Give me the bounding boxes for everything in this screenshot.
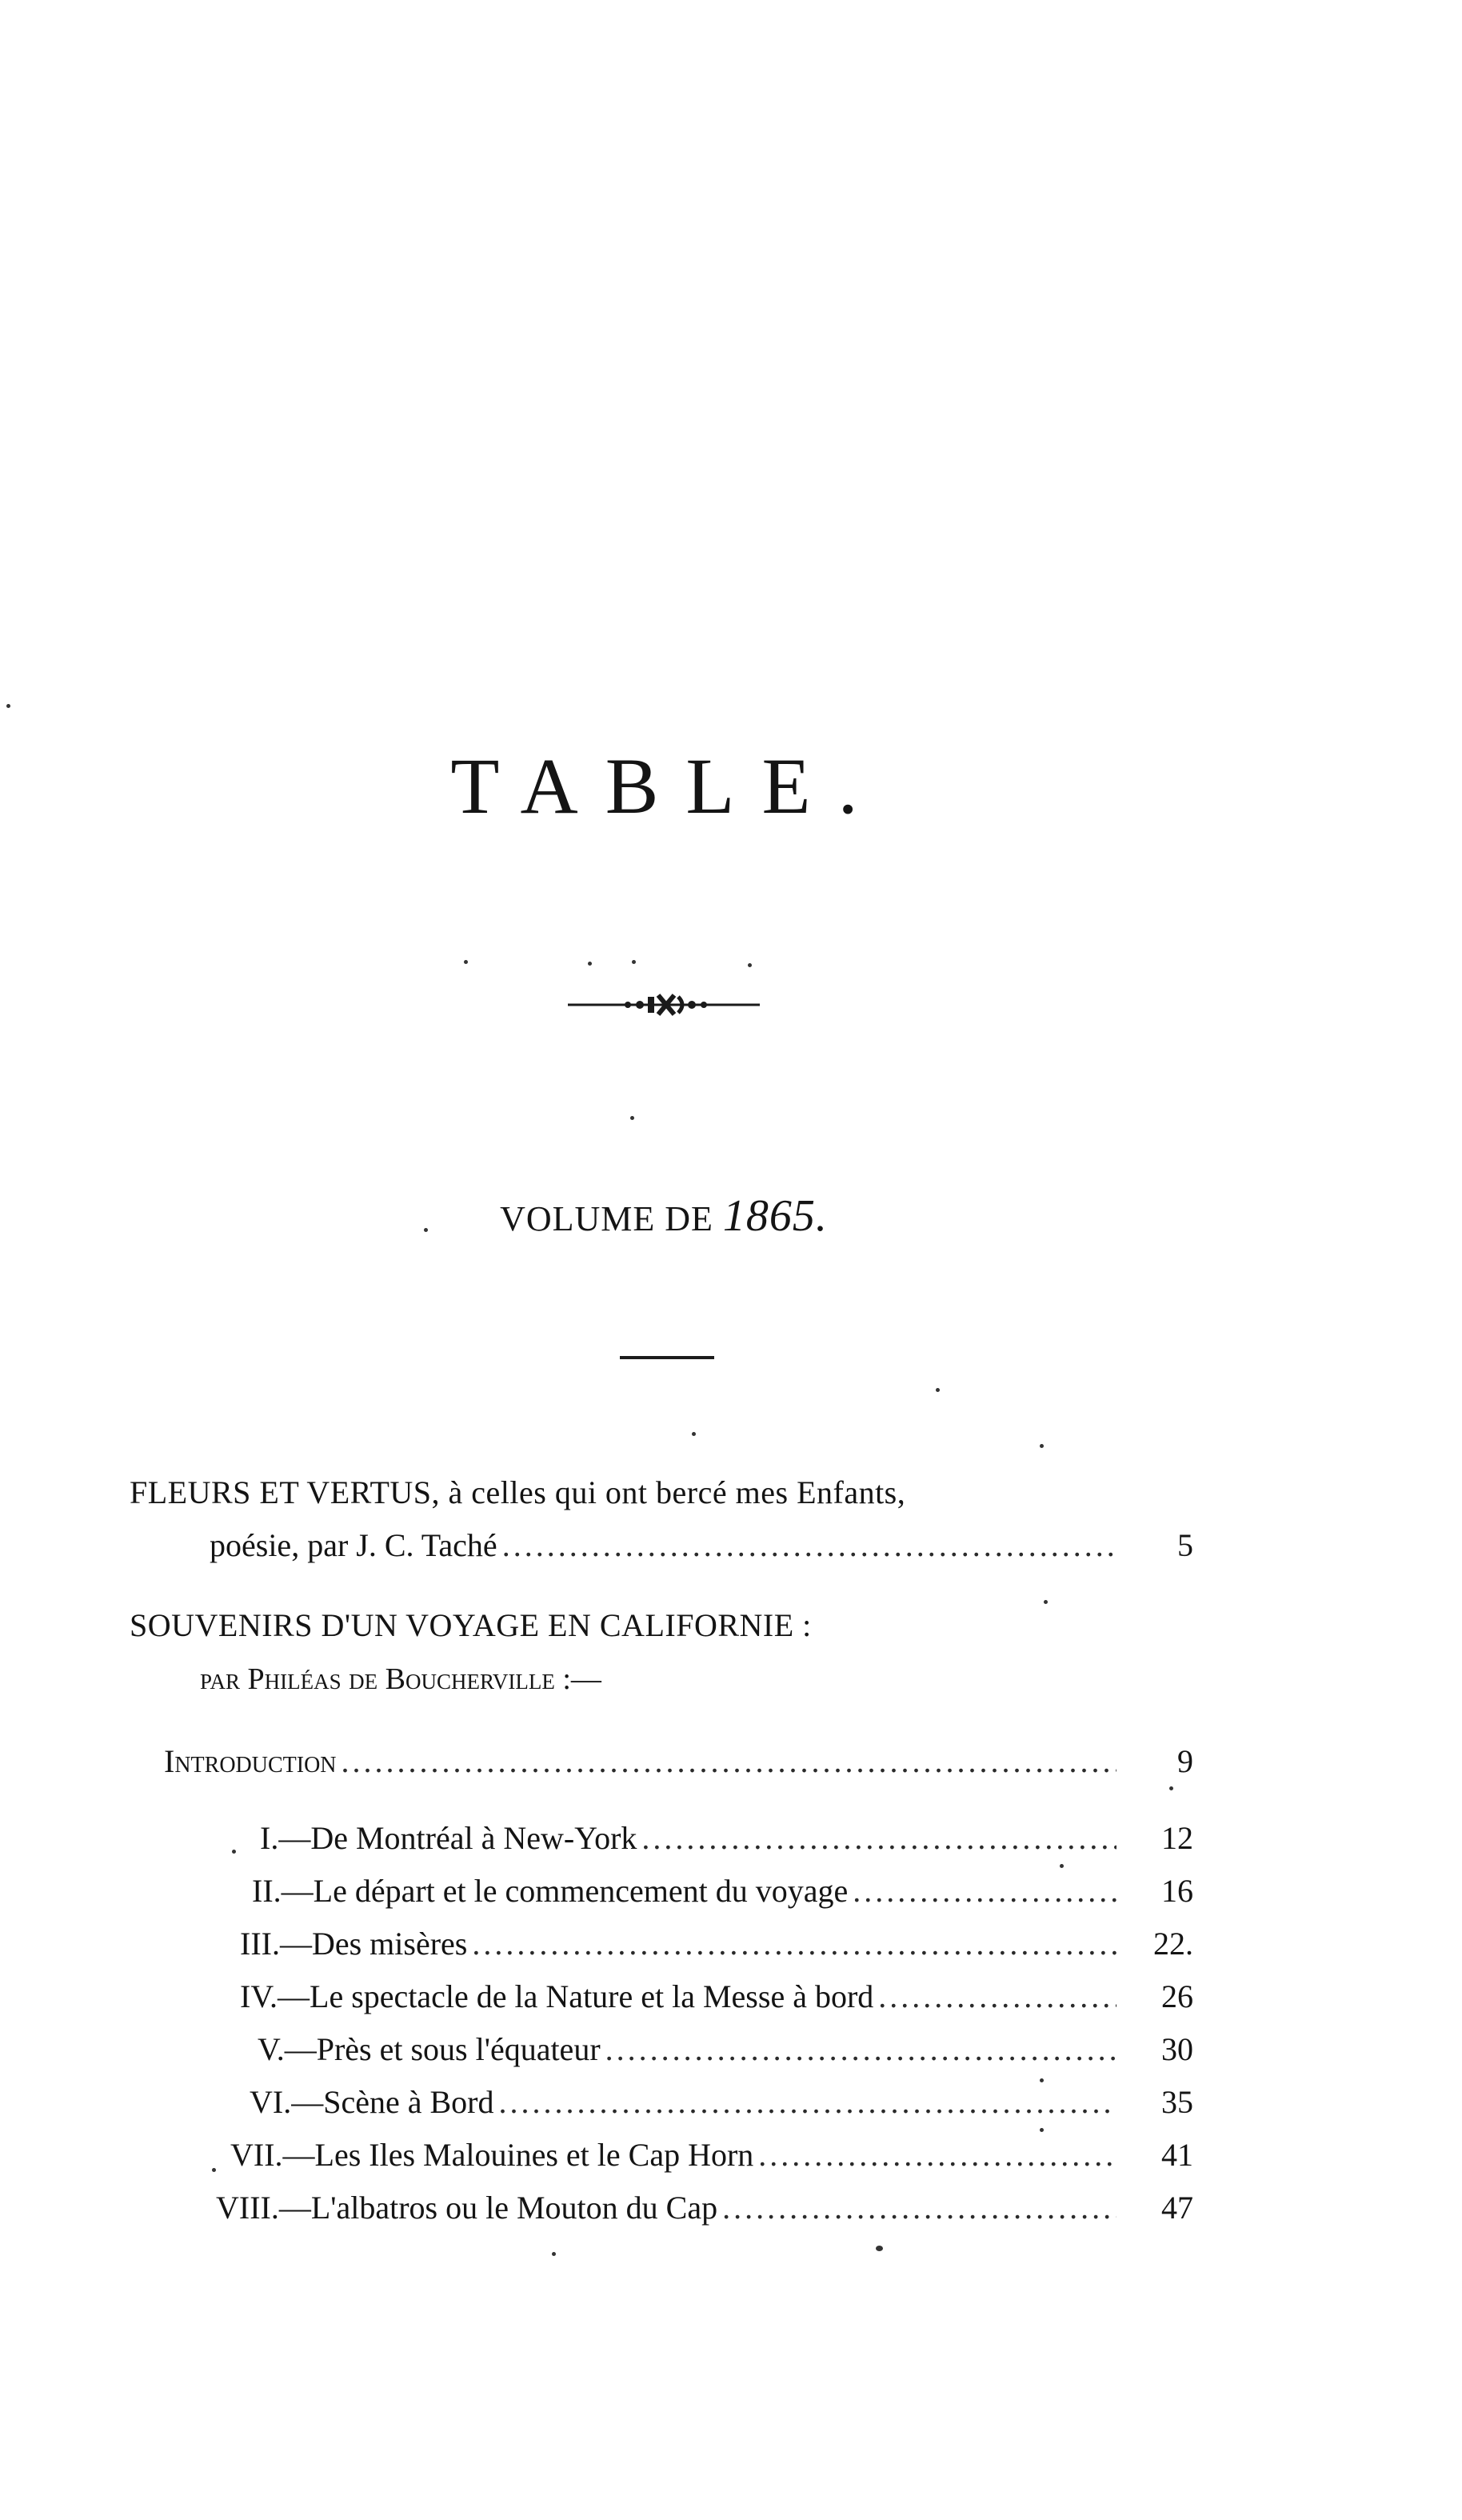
entry-introduction xyxy=(164,1743,1193,1779)
dot-leader xyxy=(758,2139,1116,2171)
scan-speck xyxy=(1040,2128,1044,2132)
section-rule xyxy=(620,1356,714,1359)
dot-leader xyxy=(878,1981,1116,2013)
scan-speck xyxy=(6,704,10,708)
scan-speck xyxy=(552,2252,556,2256)
scan-speck xyxy=(1040,2078,1044,2082)
chapter-item xyxy=(258,2031,1193,2067)
entry-fleurs-line1: FLEURS ET VERTUS, à celles qui ont bercé mes Enfants, xyxy=(130,1474,906,1510)
scan-speck xyxy=(1060,1864,1064,1868)
scan-speck xyxy=(212,2168,216,2172)
chapter-label: V.—Près et sous l'équateur xyxy=(258,2031,601,2067)
scan-speck xyxy=(748,963,752,967)
volume-heading xyxy=(0,1190,1328,1242)
chapter-page: 41 xyxy=(1161,2137,1193,2173)
scan-speck xyxy=(464,960,468,964)
page-title: TABLE. xyxy=(450,742,885,830)
chapter-label: VI.—Scène à Bord xyxy=(250,2084,494,2120)
entry-souvenirs-author: par Philéas de Boucherville :— xyxy=(200,1662,601,1696)
scan-speck xyxy=(1044,1600,1048,1604)
chapter-label: I.—De Montréal à New-York xyxy=(260,1820,637,1856)
scan-speck xyxy=(632,960,636,964)
entry-fleurs-label: poésie, par J. C. Taché xyxy=(210,1527,497,1563)
chapter-label: IV.—Le spectacle de la Nature et la Messe à bord xyxy=(240,1978,874,2014)
ornament-divider xyxy=(568,992,760,1016)
chapter-page: 22. xyxy=(1153,1926,1193,1962)
entry-introduction-page: 9 xyxy=(1177,1743,1193,1779)
dot-leader xyxy=(641,1822,1116,1854)
dot-leader xyxy=(472,1928,1116,1960)
chapter-item xyxy=(230,2139,1193,2171)
dot-leader xyxy=(498,2086,1116,2118)
scan-speck xyxy=(936,1388,940,1392)
volume-label: VOLUME DE xyxy=(500,1199,713,1238)
dot-leader xyxy=(605,2034,1116,2066)
volume-year: 1865. xyxy=(722,1191,828,1241)
dot-leader xyxy=(502,1530,1116,1562)
scan-speck xyxy=(588,962,592,966)
chapter-label: III.—Des misères xyxy=(240,1926,468,1962)
chapter-page: 16 xyxy=(1161,1873,1193,1909)
chapter-label: II.—Le départ et le commencement du voyage xyxy=(252,1873,849,1909)
dot-leader xyxy=(342,1746,1116,1778)
entry-fleurs-page: 5 xyxy=(1177,1527,1193,1563)
scan-speck xyxy=(692,1432,696,1436)
chapter-item xyxy=(252,1875,1193,1907)
chapter-item xyxy=(240,1978,1193,2014)
chapter-label: VIII.—L'albatros ou le Mouton du Cap xyxy=(216,2190,718,2226)
scan-speck xyxy=(424,1228,428,1232)
scan-speck xyxy=(1169,1786,1173,1790)
chapter-page: 30 xyxy=(1161,2031,1193,2067)
scan-speck xyxy=(876,2246,883,2251)
chapter-item xyxy=(240,1928,1193,1960)
entry-introduction-label: Introduction xyxy=(164,1743,337,1779)
scan-speck xyxy=(1040,1444,1044,1448)
dot-leader xyxy=(853,1875,1116,1907)
chapter-label: VII.—Les Iles Malouines et le Cap Horn xyxy=(230,2137,754,2173)
chapter-page: 47 xyxy=(1161,2190,1193,2226)
chapter-page: 35 xyxy=(1161,2084,1193,2120)
entry-fleurs-line2 xyxy=(210,1527,1193,1563)
chapter-page: 26 xyxy=(1161,1978,1193,2014)
scan-speck xyxy=(232,1850,236,1854)
entry-souvenirs-heading: SOUVENIRS D'UN VOYAGE EN CALIFORNIE : xyxy=(130,1607,812,1643)
chapter-item xyxy=(260,1822,1193,1854)
dot-leader xyxy=(722,2192,1116,2224)
chapter-item xyxy=(216,2192,1193,2224)
chapter-item xyxy=(250,2086,1193,2118)
chapter-page: 12 xyxy=(1161,1820,1193,1856)
scan-speck xyxy=(630,1116,634,1120)
